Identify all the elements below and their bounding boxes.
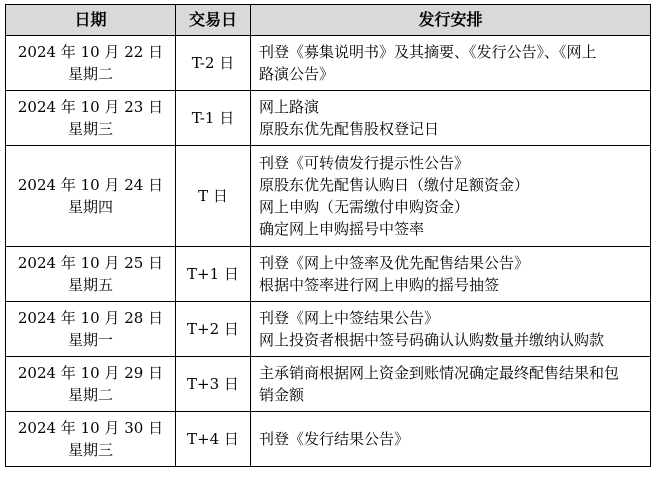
weekday-text: 星期五 [67, 276, 113, 294]
table-row [6, 36, 651, 91]
table-row [6, 146, 651, 247]
date-text: 2024 年 10 月 29 日 [17, 364, 164, 382]
arrangement-line: 刊登《网上中签结果公告》 [259, 309, 440, 327]
date-text: 2024 年 10 月 22 日 [17, 43, 164, 61]
arrangement-line: 销金额 [259, 386, 305, 404]
trading-day-cell: T-1 日 [176, 91, 251, 146]
header-trading-day: 交易日 [176, 5, 251, 36]
date-text: 2024 年 10 月 25 日 [17, 254, 164, 272]
trading-day-cell: T+2 日 [176, 302, 251, 357]
arrangement-line: 刊登《发行结果公告》 [259, 430, 410, 448]
arrangement-line: 刊登《可转债发行提示性公告》 [259, 154, 470, 172]
date-cell [6, 36, 176, 91]
date-cell [6, 247, 176, 302]
weekday-text: 星期三 [67, 120, 113, 138]
schedule-table-wrapper [5, 4, 650, 467]
weekday-text: 星期四 [67, 198, 113, 216]
arrangement-line: 网上投资者根据中签号码确认认购数量并缴纳认购款 [259, 331, 605, 349]
arrangement-cell [251, 412, 651, 467]
arrangement-cell [251, 302, 651, 357]
trading-day-cell: T 日 [176, 146, 251, 247]
date-text: 2024 年 10 月 23 日 [17, 98, 164, 116]
date-cell [6, 412, 176, 467]
table-row [6, 91, 651, 146]
table-row [6, 302, 651, 357]
arrangement-line: 主承销商根据网上资金到账情况确定最终配售结果和包 [259, 364, 620, 382]
date-cell [6, 146, 176, 247]
table-row [6, 412, 651, 467]
date-cell [6, 302, 176, 357]
arrangement-cell [251, 357, 651, 412]
arrangement-cell [251, 247, 651, 302]
arrangement-line: 刊登《募集说明书》及其摘要、《发行公告》、《网上 [259, 43, 597, 61]
arrangement-cell [251, 146, 651, 247]
arrangement-cell [251, 36, 651, 91]
arrangement-line: 网上路演 [259, 98, 320, 116]
trading-day-cell: T-2 日 [176, 36, 251, 91]
weekday-text: 星期三 [67, 441, 113, 459]
table-header-row [6, 5, 651, 36]
trading-day-cell: T+4 日 [176, 412, 251, 467]
weekday-text: 星期二 [67, 386, 113, 404]
arrangement-line: 网上申购（无需缴付申购资金） [259, 198, 470, 216]
issuance-schedule-table [5, 4, 651, 467]
date-text: 2024 年 10 月 28 日 [17, 309, 164, 327]
arrangement-cell [251, 91, 651, 146]
header-arrangement: 发行安排 [251, 5, 651, 36]
header-date: 日期 [6, 5, 176, 36]
arrangement-line: 原股东优先配售股权登记日 [259, 120, 440, 138]
table-row [6, 357, 651, 412]
date-cell [6, 357, 176, 412]
date-text: 2024 年 10 月 30 日 [17, 419, 164, 437]
arrangement-line: 原股东优先配售认购日（缴付足额资金） [259, 176, 530, 194]
arrangement-line: 刊登《网上中签率及优先配售结果公告》 [259, 254, 530, 272]
arrangement-line: 路演公告》 [259, 65, 335, 83]
date-cell [6, 91, 176, 146]
arrangement-line: 确定网上申购摇号中签率 [259, 220, 425, 238]
trading-day-cell: T+1 日 [176, 247, 251, 302]
arrangement-line: 根据中签率进行网上申购的摇号抽签 [259, 276, 500, 294]
table-row [6, 247, 651, 302]
date-text: 2024 年 10 月 24 日 [17, 176, 164, 194]
weekday-text: 星期一 [67, 331, 113, 349]
weekday-text: 星期二 [67, 65, 113, 83]
trading-day-cell: T+3 日 [176, 357, 251, 412]
